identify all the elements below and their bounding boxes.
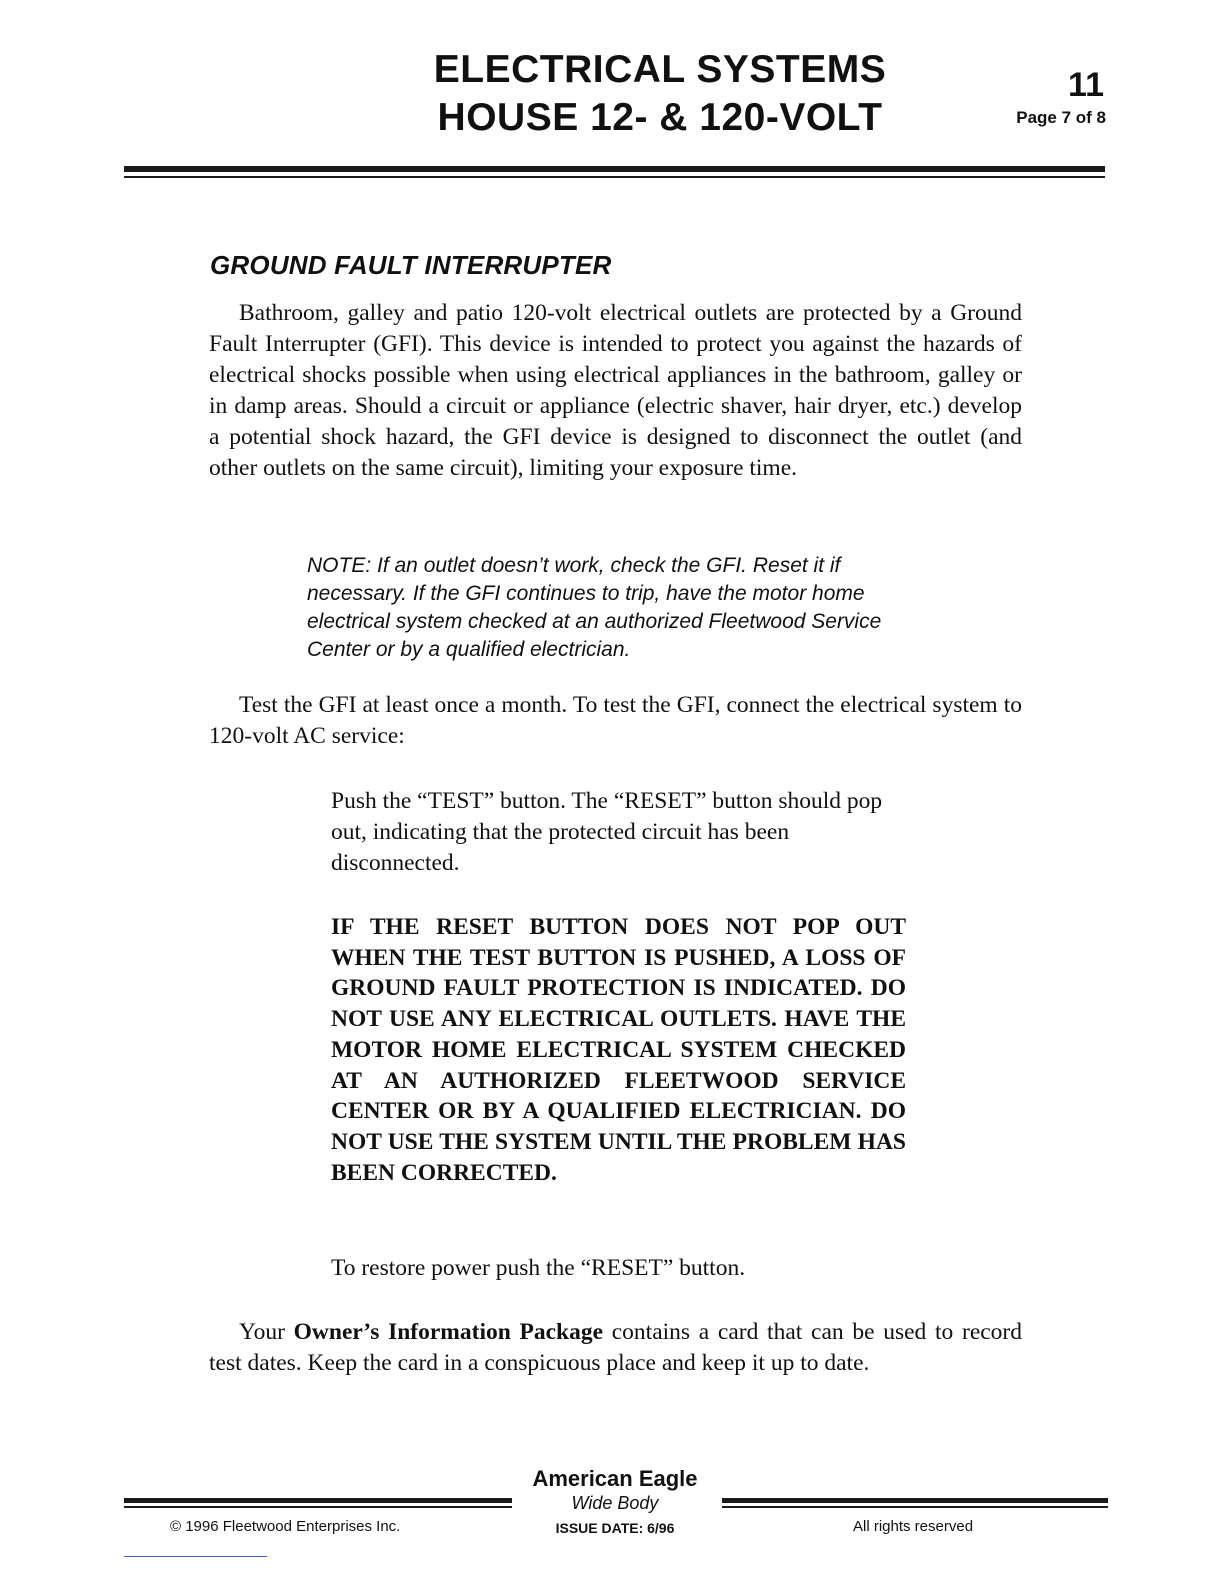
footer-link-underline xyxy=(124,1556,267,1557)
closing-prefix: Your xyxy=(239,1319,294,1345)
page-indicator: Page 7 of 8 xyxy=(1016,108,1106,127)
closing-paragraph xyxy=(209,1317,1022,1379)
header-rule-thick xyxy=(124,166,1105,172)
section-heading: GROUND FAULT INTERRUPTER xyxy=(210,250,612,280)
footer-rule-right-thin xyxy=(722,1506,1108,1508)
footer-issue-date: ISSUE DATE: 6/96 xyxy=(555,1520,675,1536)
header-rule-thin xyxy=(124,176,1105,178)
intro-paragraph: Bathroom, galley and patio 120-volt electrical outlets are protected by a Ground Fault Interrupter (GFI). This device is intended to protect you against the hazards of electrical shocks possible when using electrical appliances in the bathroom, galley or in damp areas. Should a circuit or appliance (electric shaver, hair dryer, etc.) develop a potential shock hazard, the GFI device is designed to disconnect the outlet (and other outlets on the same circuit), limiting your exposure time. xyxy=(209,300,1022,481)
footer-rule-right-thick xyxy=(722,1498,1108,1503)
footer-rule-left-thick xyxy=(124,1498,512,1503)
footer-brand-name: American Eagle xyxy=(532,1466,698,1491)
footer-copyright: © 1996 Fleetwood Enterprises Inc. xyxy=(170,1518,401,1535)
title-line-1: ELECTRICAL SYSTEMS xyxy=(433,48,887,91)
closing-suffix: contains a card that can be used to record test dates. Keep the card in a conspicuous place and keep it up to date. xyxy=(209,1319,1022,1376)
owners-package-bold: Owner’s Information Package xyxy=(293,1319,604,1345)
chapter-number: 11 xyxy=(1068,66,1104,104)
note-paragraph: NOTE: If an outlet doesn’t work, check the GFI. Reset it if necessary. If the GFI continues to trip, have the motor home electrical system checked at an authorized Fleetwood Service Center or by a qualified electrician. xyxy=(307,554,882,661)
footer-brand-model: Wide Body xyxy=(571,1493,659,1513)
restore-step: To restore power push the “RESET” button. xyxy=(331,1255,746,1281)
test-paragraph: Test the GFI at least once a month. To test the GFI, connect the electrical system to 120-volt AC service: xyxy=(209,692,1022,749)
footer-rule-left-thin xyxy=(124,1506,512,1508)
test-step-paragraph: Push the “TEST” button. The “RESET” button should pop out, indicating that the protected circuit has been disconnected. xyxy=(331,788,883,876)
title-line-2: HOUSE 12- & 120-VOLT xyxy=(437,96,883,139)
warning-paragraph: IF THE RESET BUTTON DOES NOT POP OUT WHEN THE TEST BUTTON IS PUSHED, A LOSS OF GROUND FAULT PROTECTION IS INDICATED. DO NOT USE ANY ELECTRICAL OUTLETS. HAVE THE MOTOR HOME ELECTRICAL SYSTEM CHECKED AT AN AUTHORIZED FLEETWOOD SERVICE CENTER OR BY A QUALIFIED ELECTRICIAN. DO NOT USE THE SYSTEM UNTIL THE PROBLEM HAS BEEN CORRECTED. xyxy=(331,914,906,1186)
footer-rights: All rights reserved xyxy=(853,1518,974,1535)
